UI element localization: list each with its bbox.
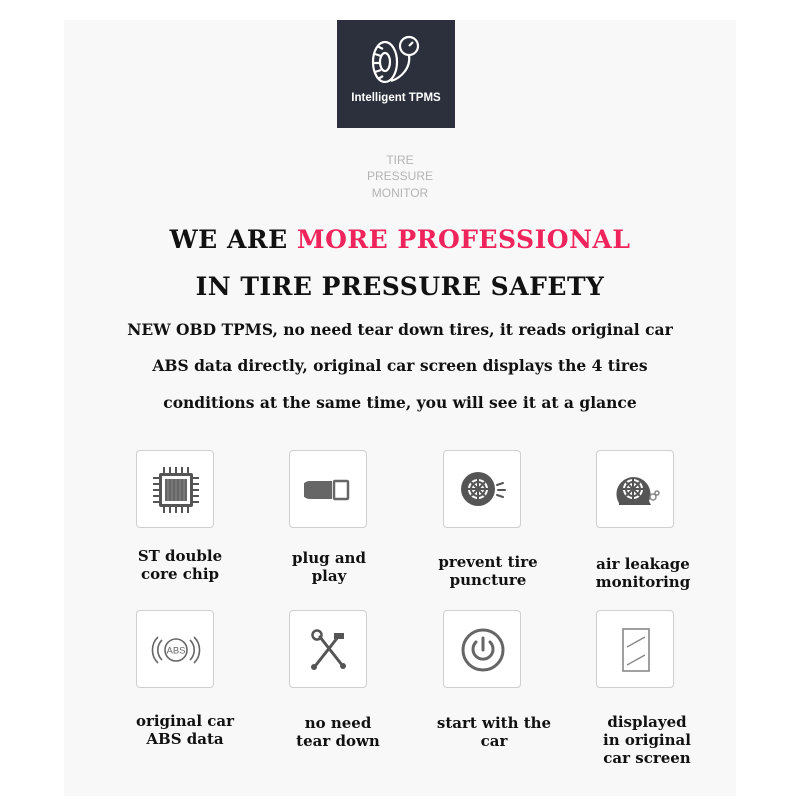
logo <box>337 20 455 128</box>
feature-caption-screen: displayed in original car screen <box>603 713 691 767</box>
subtitle-line-1: TIRE <box>386 153 414 167</box>
feature-tile-plug <box>289 450 367 528</box>
description-line-3: conditions at the same time, you will see it at a glance <box>163 393 637 412</box>
logo-text: Intelligent TPMS <box>351 92 441 104</box>
subtitle-line-2: PRESSURE <box>366 169 434 183</box>
tire-gauge-icon <box>367 32 427 88</box>
feature-caption-power: start with the car <box>436 714 552 750</box>
feature-tile-abs <box>136 610 214 688</box>
feature-caption-puncture: prevent tire puncture <box>438 553 538 589</box>
feature-tile-screen <box>596 610 674 688</box>
feature-tile-power <box>443 610 521 688</box>
chip-icon <box>151 465 201 515</box>
description-line-2: ABS data directly, original car screen displays the 4 tires <box>152 356 648 375</box>
feature-caption-abs: original car ABS data <box>135 712 235 748</box>
feature-caption-leak: air leakage monitoring <box>595 555 691 591</box>
feature-tile-tools <box>289 610 367 688</box>
tire-leak-icon <box>611 465 661 515</box>
headline-accent: MORE PROFESSIONAL <box>296 225 631 254</box>
headline-line-2: IN TIRE PRESSURE SAFETY <box>195 272 605 301</box>
obd-plug-icon <box>304 465 354 515</box>
tools-icon <box>304 625 354 675</box>
feature-tile-leak <box>596 450 674 528</box>
screen-icon <box>611 625 661 675</box>
feature-caption-chip: ST double core chip <box>137 547 223 583</box>
feature-tile-puncture <box>443 450 521 528</box>
power-icon <box>458 625 508 675</box>
tire-puncture-icon <box>458 465 508 515</box>
svg-text:ABS: ABS <box>166 645 186 657</box>
headline-line-1 <box>0 225 800 254</box>
feature-tile-chip <box>136 450 214 528</box>
subtitle-line-3: MONITOR <box>371 186 429 200</box>
feature-caption-tools: no need tear down <box>296 714 380 750</box>
abs-icon <box>151 625 201 675</box>
headline-prefix: WE ARE <box>169 225 297 254</box>
feature-caption-plug: plug and play <box>292 549 366 585</box>
description-line-1: NEW OBD TPMS, no need tear down tires, it reads original car <box>127 320 673 339</box>
